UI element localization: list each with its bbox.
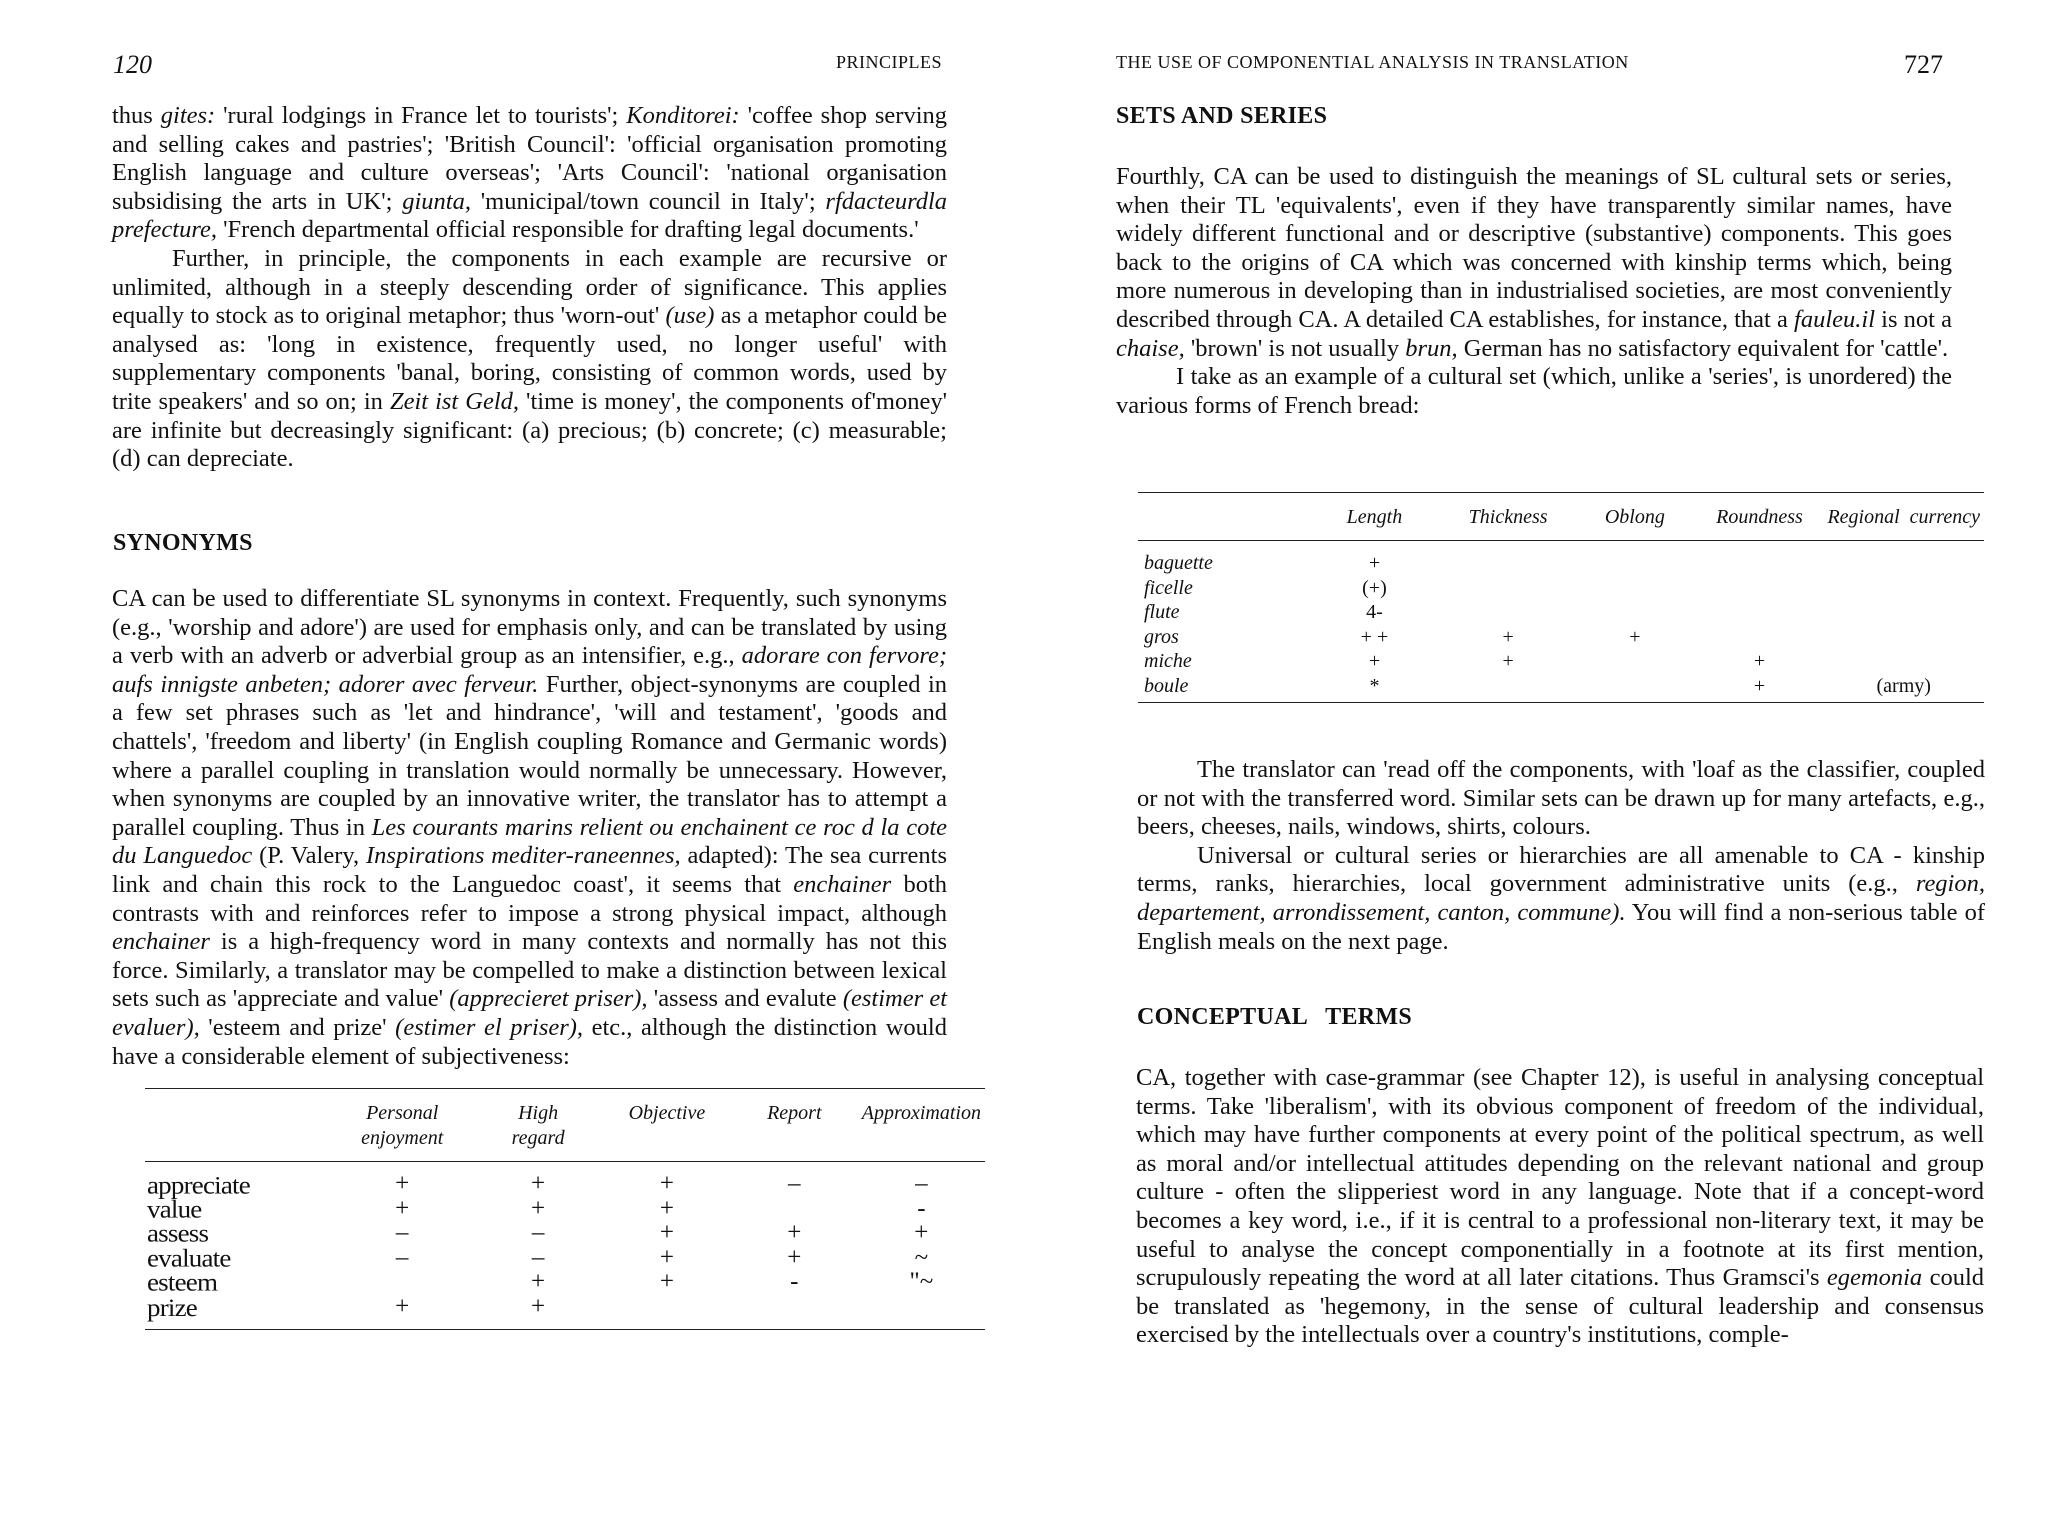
table-cell: "~ (909, 1268, 934, 1295)
row-word: boule (1144, 674, 1189, 697)
column-header: Roundness (1716, 506, 1803, 528)
bread-component-table (1138, 492, 1984, 703)
table-header-blank (145, 1089, 331, 1162)
table-row (1138, 649, 1984, 674)
sets-text-block (1116, 163, 1952, 420)
intro-text-block (112, 102, 947, 474)
table-cell: + (1502, 650, 1514, 672)
table-cell: - (790, 1268, 799, 1295)
section-heading-synonyms: SYNONYMS (113, 530, 253, 556)
table-cell: * (1369, 674, 1380, 697)
table-cell: – (531, 1243, 545, 1271)
section-heading-conceptual-terms: CONCEPTUAL TERMS (1137, 1004, 1413, 1030)
table-cell: + + (1360, 625, 1389, 648)
table-cell: (army) (1876, 674, 1931, 697)
read-off-text-block (1137, 756, 1985, 956)
table-cell: + (1368, 650, 1381, 672)
table-row (1138, 541, 1984, 576)
left-page (0, 0, 1020, 1513)
row-word: ficelle (1144, 576, 1193, 599)
table-cell (1696, 600, 1824, 625)
table-cell: + (1753, 650, 1766, 672)
table-cell: + (531, 1194, 546, 1222)
table-cell: + (659, 1219, 674, 1246)
table-cell (1442, 576, 1574, 601)
row-word: prize (147, 1292, 197, 1322)
table-cell: + (395, 1292, 410, 1320)
table-cell: + (659, 1170, 674, 1197)
column-header: Personal enjoyment (361, 1102, 444, 1149)
sets-paragraph: Fourthly, CA can be used to distinguish the meanings of SL cultural sets or series, when their TL 'equivalents', even if they have transparently similar names, have widely different functional and or descriptive (substantive) components. This goes back to the origins of CA which was concerned with kinship terms which, being more numerous in developing than in industrialised societies, are most conveniently described through CA. A detailed CA establishes, for instance, that a fauleu.il is not a chaise, 'brown' is not usually brun, German has no satisfactory equivalent for 'cattle'. (1116, 163, 1953, 362)
table-cell: + (787, 1243, 802, 1271)
table-cell: + (1629, 625, 1641, 648)
table-header-row (1138, 493, 1984, 541)
table-cell: 4- (1366, 601, 1383, 623)
table-cell (603, 1295, 731, 1330)
table-cell (1823, 576, 1984, 601)
row-word: evaluate (147, 1243, 231, 1272)
table-cell: + (395, 1170, 410, 1197)
table-row (145, 1197, 985, 1222)
table-row (145, 1295, 985, 1330)
table-cell: – (788, 1170, 801, 1197)
table-cell (1574, 576, 1695, 601)
table-cell: + (659, 1243, 674, 1271)
column-header: Oblong (1604, 506, 1665, 528)
table-cell (858, 1295, 985, 1330)
table-cell: + (1753, 674, 1766, 697)
intro-paragraph: thus gites: 'rural lodgings in France let to tourists'; Konditorei: 'coffee shop serving and selling cakes and pastries'; 'British Council': 'official organisation promoting English language and culture overseas'; 'Arts Council': 'national organisation subsidising the arts in UK'; giunta, 'municipal/town council in Italy'; rfdacteurdla prefecture, 'French departmental official responsible for drafting legal documents.' (112, 102, 948, 244)
section-heading-sets-and-series: SETS AND SERIES (1116, 103, 1328, 129)
table-bottom-rule (145, 1330, 985, 1331)
table-cell: (+) (1362, 576, 1387, 599)
table-cell: + (395, 1194, 410, 1222)
table-cell: + (659, 1194, 674, 1222)
synonyms-text-block (112, 585, 947, 1071)
row-word: baguette (1144, 552, 1213, 574)
table-bottom-rule (1138, 703, 1984, 704)
column-header: Report (767, 1102, 822, 1124)
right-page (1024, 0, 2048, 1513)
row-word: esteem (147, 1267, 218, 1297)
further-paragraph: Further, in principle, the components in each example are recursive or unlimited, although in a steeply descending order of significance. This applies equally to stock as to original metaphor; thus 'worn-out' (use) as a metaphor could be analysed as: 'long in existence, frequently used, no longer useful' with supplementary components 'banal, boring, consisting of common words, used by trite speakers' and so on; in Zeit ist Geld, 'time is money', the components of'money' are infinite but decreasingly significant: (a) precious; (b) concrete; (c) measurable; (d) can depreciate. (112, 244, 947, 473)
table-cell (1823, 600, 1984, 625)
column-header: High regard (511, 1102, 565, 1149)
table-cell: + (531, 1170, 546, 1197)
table-cell: + (1368, 552, 1381, 574)
table-row (1138, 674, 1984, 703)
row-word: flute (1144, 601, 1180, 623)
table-cell (331, 1270, 473, 1295)
table-header-blank (1138, 493, 1307, 541)
table-header-row (145, 1089, 985, 1162)
row-word: gros (1144, 625, 1179, 648)
table-cell (731, 1197, 858, 1222)
table-row (145, 1162, 985, 1197)
page-number: 727 (1904, 50, 1943, 79)
row-word: appreciate (147, 1169, 250, 1198)
table-cell (1442, 674, 1574, 703)
row-word: miche (1144, 650, 1192, 672)
table-cell (1574, 649, 1695, 674)
column-header: Objective (628, 1102, 706, 1124)
table-row (145, 1221, 985, 1246)
table-row (145, 1246, 985, 1271)
table-cell (1574, 674, 1695, 703)
conceptual-paragraph: CA, together with case-grammar (see Chapter 12), is useful in analysing conceptual terms. Take 'liberalism', with its obvious component of freedom of the individual, which may have further components at every point of the political spectrum, as well as moral and/or intellectual attitudes depending on the relevant national and group culture - often the slipperiest word in any language. Note that if a concept-word becomes a key word, i.e., if it is central to a professional non-literary text, it may be useful to analyse the concept componentially in a footnote at its first mention, scrupulously repeating the word at all later citations. Thus Gramsci's egemonia could be translated as 'hegemony, in the sense of cultural leadership and consensus exercised by the intellectuals over a country's institutions, comple- (1136, 1064, 1984, 1349)
table-cell: - (917, 1194, 926, 1222)
table-cell (1696, 541, 1824, 576)
table-cell (1823, 625, 1984, 650)
example-paragraph: I take as an example of a cultural set (which, unlike a 'series', is unordered) the various forms of French bread: (1116, 363, 1952, 419)
column-header: Length (1346, 506, 1403, 528)
table-cell: + (787, 1219, 802, 1246)
table-cell: + (659, 1268, 674, 1295)
table-cell: – (531, 1219, 545, 1246)
table-row (1138, 576, 1984, 601)
page-number: 120 (113, 50, 152, 79)
table-cell: + (914, 1219, 929, 1246)
table-cell (1696, 576, 1824, 601)
table-cell (1696, 625, 1824, 650)
column-header: Regional currency (1827, 506, 1980, 528)
table-cell: + (531, 1292, 546, 1320)
conceptual-text-block (1136, 1064, 1984, 1350)
read-off-paragraph: The translator can 'read off the components, with 'loaf as the classifier, coupled or not with the transferred word. Similar sets can be drawn up for many artefacts, e.g., beers, cheeses, nails, windows, shirts, colours. (1137, 756, 1985, 841)
row-word: assess (147, 1218, 209, 1248)
synonyms-paragraph: CA can be used to differentiate SL synonyms in context. Frequently, such synonyms (e.g., 'worship and adore') are used for emphasis only, and can be translated by using a verb with an adverb or adverbial group as an intensifier, e.g., adorare con fervore; aufs innigste anbeten; adorer avec ferveur. Further, object-synonyms are coupled in a few set phrases such as 'let and hindrance', 'will and testament', 'goods and chattels', 'freedom and liberty' (in English coupling Romance and Germanic words) where a parallel coupling in translation would normally be unnecessary. However, when synonyms are coupled by an innovative writer, the translator has to attempt a parallel coupling. Thus in Les courants marins relient ou enchainent ce roc d la cote du Languedoc (P. Valery, Inspirations mediter-raneennes, adapted): The sea currents link and chain this rock to the Languedoc coast', it seems that enchainer both contrasts with and reinforces refer to impose a strong physical impact, although enchainer is a high-frequency word in many contexts and normally has not this force. Similarly, a translator may be compelled to make a distinction between lexical sets such as 'appreciate and value' (apprecieret priser), 'assess and evalute (estimer et evaluer), 'esteem and prize' (estimer el priser), etc., although the distinction would have a considerable element of subjectiveness: (112, 585, 948, 1070)
table-cell: – (915, 1170, 928, 1197)
table-row (1138, 600, 1984, 625)
row-word: value (147, 1194, 202, 1223)
table-cell (1823, 649, 1984, 674)
table-row (1138, 625, 1984, 650)
synonyms-component-table (145, 1088, 985, 1330)
universal-paragraph: Universal or cultural series or hierarchies are all amenable to CA - kinship terms, ranks, hierarchies, local government administrative units (e.g., region, departement, arrondissement, canton, commune). You will find a non-serious table of English meals on the next page. (1137, 841, 1986, 955)
table-cell (1574, 600, 1695, 625)
running-head: THE USE OF COMPONENTIAL ANALYSIS IN TRANSLATION (1116, 52, 1629, 72)
table-cell: + (1502, 625, 1514, 648)
table-row (145, 1270, 985, 1295)
table-cell (1442, 541, 1574, 576)
table-cell (1574, 541, 1695, 576)
running-head: PRINCIPLES (836, 52, 943, 72)
table-cell: – (395, 1243, 409, 1271)
table-cell: + (531, 1268, 546, 1295)
table-cell (1823, 541, 1984, 576)
column-header: Thickness (1468, 506, 1548, 528)
table-cell: – (395, 1219, 409, 1246)
table-cell (1442, 600, 1574, 625)
table-cell: ~ (914, 1243, 929, 1271)
table-cell (731, 1295, 858, 1330)
column-header: Approximation (861, 1102, 981, 1124)
